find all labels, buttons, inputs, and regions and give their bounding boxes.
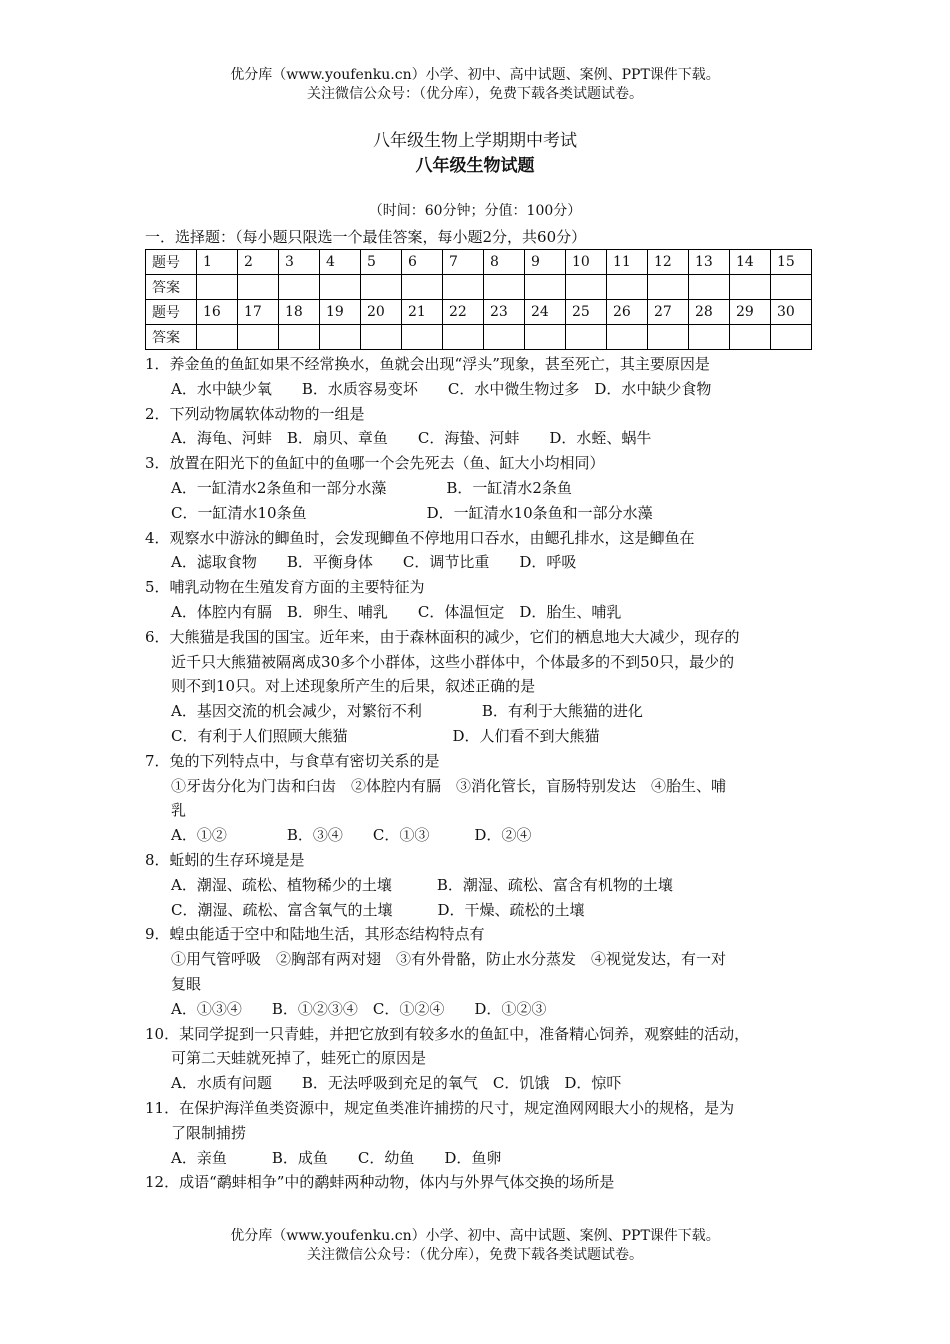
- answer-options: C．潮湿、疏松、富含氧气的土壤 D．干燥、疏松的土壤: [171, 900, 585, 919]
- question-text: 大熊猫是我国的国宝。近年来，由于森林面积的减少，它们的栖息地大大减少，现存的: [169, 627, 740, 646]
- question-number-cell: 16: [197, 300, 238, 325]
- answer-cell[interactable]: [443, 325, 484, 350]
- question-number-label: 题号: [146, 300, 197, 325]
- question-text: 放置在阳光下的鱼缸中的鱼哪一个会先死去（鱼、缸大小均相同）: [169, 454, 605, 473]
- answer-cell[interactable]: [320, 275, 361, 300]
- question-item: [145, 1022, 815, 1096]
- question-number-cell: 4: [320, 250, 361, 275]
- time-info: （时间：60分钟；分值：100分）: [368, 203, 582, 219]
- answer-options: A．海龟、河蚌 B．扇贝、章鱼 C．海蛰、河蚌 D．水蛭、蜗牛: [171, 429, 652, 448]
- question-text: 下列动物属软体动物的一组是: [169, 404, 365, 423]
- header-line-2: 关注微信公众号：（优分库），免费下载各类试题试卷。: [307, 86, 643, 102]
- question-text: 养金鱼的鱼缸如果不经常换水，鱼就会出现“浮头”现象，甚至死亡，其主要原因是: [169, 355, 710, 373]
- question-item: [145, 749, 815, 848]
- exam-subtitle: 八年级生物试题: [415, 156, 535, 176]
- answer-cell[interactable]: [197, 275, 238, 300]
- header-line-1: 优分库（www.youfenku.cn）小学、初中、高中试题、案例、PPT课件下载。: [230, 67, 720, 83]
- question-number-cell: 3: [279, 250, 320, 275]
- question-number-cell: 10: [566, 250, 607, 275]
- answer-options: A．水中缺少氧 B．水质容易变坏 C．水中微生物过多 D．水中缺少食物: [171, 379, 712, 398]
- answer-cell[interactable]: [730, 275, 771, 300]
- question-text-continued: 近千只大熊猫被隔离成30多个小群体，这些小群体中，个体最多的不到50只，最少的: [171, 652, 735, 671]
- question-text: 兔的下列特点中，与食草有密切关系的是: [169, 751, 440, 770]
- question-text-continued: 则不到10只。对上述现象所产生的后果，叙述正确的是: [171, 677, 536, 696]
- question-number-cell: 20: [361, 300, 402, 325]
- question-number-cell: 2: [238, 250, 279, 275]
- question-list: [145, 352, 815, 1195]
- answer-label: 答案: [146, 275, 197, 300]
- question-number-cell: 21: [402, 300, 443, 325]
- answer-cell[interactable]: [689, 275, 730, 300]
- question-text-continued: ①牙齿分化为门齿和臼齿 ②体腔内有膈 ③消化管长，盲肠特别发达 ④胎生、哺: [171, 776, 727, 795]
- question-item: [145, 922, 815, 1021]
- answer-table: [145, 249, 812, 350]
- question-item: [145, 1096, 815, 1170]
- answer-cell[interactable]: [566, 275, 607, 300]
- question-number-cell: 18: [279, 300, 320, 325]
- question-number: 12．: [145, 1173, 180, 1192]
- answer-cell[interactable]: [238, 275, 279, 300]
- question-text: 成语“鹬蚌相争”中的鹬蚌两种动物，体内与外界气体交换的场所是: [179, 1173, 615, 1192]
- question-number-cell: 26: [607, 300, 648, 325]
- question-number-cell: 27: [648, 300, 689, 325]
- question-number-cell: 19: [320, 300, 361, 325]
- question-text: 哺乳动物在生殖发育方面的主要特征为: [169, 578, 425, 597]
- answer-options: A．体腔内有膈 B．卵生、哺乳 C．体温恒定 D．胎生、哺乳: [171, 602, 622, 621]
- question-number: 1．: [145, 355, 170, 373]
- footer-line-2: 关注微信公众号：（优分库），免费下载各类试题试卷。: [307, 1247, 643, 1263]
- answer-table-number-row: [146, 250, 812, 275]
- question-number-cell: 5: [361, 250, 402, 275]
- question-number: 11．: [145, 1098, 180, 1117]
- question-item: [145, 575, 815, 625]
- question-number-cell: 25: [566, 300, 607, 325]
- question-number-cell: 6: [402, 250, 443, 275]
- question-item: [145, 402, 815, 452]
- question-item: [145, 352, 815, 402]
- question-number-cell: 14: [730, 250, 771, 275]
- question-number-cell: 22: [443, 300, 484, 325]
- question-item: [145, 451, 815, 525]
- question-number-label: 题号: [146, 250, 197, 275]
- answer-cell[interactable]: [443, 275, 484, 300]
- question-number-cell: 28: [689, 300, 730, 325]
- question-number-cell: 12: [648, 250, 689, 275]
- answer-cell[interactable]: [238, 325, 279, 350]
- footer-line-1: 优分库（www.youfenku.cn）小学、初中、高中试题、案例、PPT课件下载。: [230, 1228, 720, 1244]
- question-item: [145, 526, 815, 576]
- question-text: 蝗虫能适于空中和陆地生活，其形态结构特点有: [169, 925, 485, 944]
- question-number-cell: 11: [607, 250, 648, 275]
- answer-cell[interactable]: [361, 325, 402, 350]
- question-number: 3．: [145, 454, 170, 473]
- question-text: 某同学捉到一只青蛙，并把它放到有较多水的鱼缸中，准备精心饲养，观察蛙的活动，: [179, 1024, 750, 1043]
- page-footer: [0, 1227, 950, 1265]
- question-item: [145, 625, 815, 749]
- answer-cell[interactable]: [279, 275, 320, 300]
- answer-cell[interactable]: [771, 275, 812, 300]
- question-number-cell: 13: [689, 250, 730, 275]
- answer-cell[interactable]: [648, 325, 689, 350]
- answer-options: A．潮湿、疏松、植物稀少的土壤 B．潮湿、疏松、富含有机物的土壤: [171, 875, 673, 894]
- question-number-cell: 15: [771, 250, 812, 275]
- question-text: 蚯蚓的生存环境是是: [169, 850, 305, 869]
- answer-cell[interactable]: [361, 275, 402, 300]
- question-number: 8．: [145, 850, 170, 869]
- answer-cell[interactable]: [279, 325, 320, 350]
- question-item: [145, 848, 815, 922]
- question-item: [145, 1170, 815, 1195]
- answer-options: C．一缸清水10条鱼 D．一缸清水10条鱼和一部分水藻: [171, 503, 653, 522]
- exam-title: 八年级生物上学期期中考试: [373, 131, 577, 151]
- answer-cell[interactable]: [197, 325, 238, 350]
- answer-options: A．滤取食物 B．平衡身体 C．调节比重 D．呼吸: [171, 553, 577, 572]
- question-number: 7．: [145, 751, 170, 770]
- question-number: 5．: [145, 578, 170, 597]
- answer-table-answer-row: [146, 275, 812, 300]
- answer-options: A．亲鱼 B．成鱼 C．幼鱼 D．鱼卵: [171, 1148, 502, 1167]
- answer-cell[interactable]: [648, 275, 689, 300]
- question-number: 6．: [145, 627, 170, 646]
- question-text-continued: 乳: [171, 801, 187, 820]
- question-number-cell: 9: [525, 250, 566, 275]
- answer-options: A．水质有问题 B．无法呼吸到充足的氧气 C．饥饿 D．惊吓: [171, 1074, 622, 1093]
- answer-cell[interactable]: [771, 325, 812, 350]
- answer-cell[interactable]: [402, 325, 443, 350]
- question-text: 观察水中游泳的鲫鱼时，会发现鲫鱼不停地用口吞水，由鳃孔排水，这是鲫鱼在: [169, 528, 695, 547]
- question-number: 10．: [145, 1024, 180, 1043]
- question-number-cell: 1: [197, 250, 238, 275]
- answer-cell[interactable]: [402, 275, 443, 300]
- section-heading: 一．选择题：（每小题只限选一个最佳答案，每小题2分，共60分）: [145, 228, 587, 246]
- answer-options: A．一缸清水2条鱼和一部分水藻 B．一缸清水2条鱼: [171, 478, 572, 497]
- answer-options: A．①② B．③④ C．①③ D．②④: [171, 826, 532, 845]
- question-number-cell: 30: [771, 300, 812, 325]
- answer-cell[interactable]: [320, 325, 361, 350]
- answer-cell[interactable]: [566, 325, 607, 350]
- question-text: 在保护海洋鱼类资源中，规定鱼类准许捕捞的尺寸，规定渔网网眼大小的规格，是为: [179, 1098, 735, 1117]
- question-number-cell: 8: [484, 250, 525, 275]
- question-number-cell: 7: [443, 250, 484, 275]
- answer-cell[interactable]: [484, 325, 525, 350]
- question-text-continued: 了限制捕捞: [171, 1123, 247, 1142]
- question-number: 2．: [145, 404, 170, 423]
- question-number: 4．: [145, 528, 170, 547]
- question-text-continued: ①用气管呼吸 ②胸部有两对翅 ③有外骨骼，防止水分蒸发 ④视觉发达，有一对: [171, 950, 727, 969]
- answer-table-answer-row: [146, 325, 812, 350]
- answer-cell[interactable]: [607, 275, 648, 300]
- question-number: 9．: [145, 925, 170, 944]
- question-number-cell: 24: [525, 300, 566, 325]
- answer-options: A．①③④ B．①②③④ C．①②④ D．①②③: [171, 999, 547, 1018]
- answer-cell[interactable]: [607, 325, 648, 350]
- question-number-cell: 29: [730, 300, 771, 325]
- answer-cell[interactable]: [484, 275, 525, 300]
- answer-cell[interactable]: [525, 325, 566, 350]
- question-number-cell: 23: [484, 300, 525, 325]
- answer-cell[interactable]: [689, 325, 730, 350]
- page-header: [0, 66, 950, 104]
- answer-options: C．有利于人们照顾大熊猫 D．人们看不到大熊猫: [171, 726, 600, 745]
- answer-cell[interactable]: [730, 325, 771, 350]
- question-text-continued: 复眼: [171, 974, 202, 993]
- answer-cell[interactable]: [525, 275, 566, 300]
- answer-options: A．基因交流的机会减少，对繁衍不利 B．有利于大熊猫的进化: [171, 702, 643, 721]
- answer-label: 答案: [146, 325, 197, 350]
- question-text-continued: 可第二天蛙就死掉了，蛙死亡的原因是: [171, 1049, 427, 1068]
- question-number-cell: 17: [238, 300, 279, 325]
- answer-table-number-row: [146, 300, 812, 325]
